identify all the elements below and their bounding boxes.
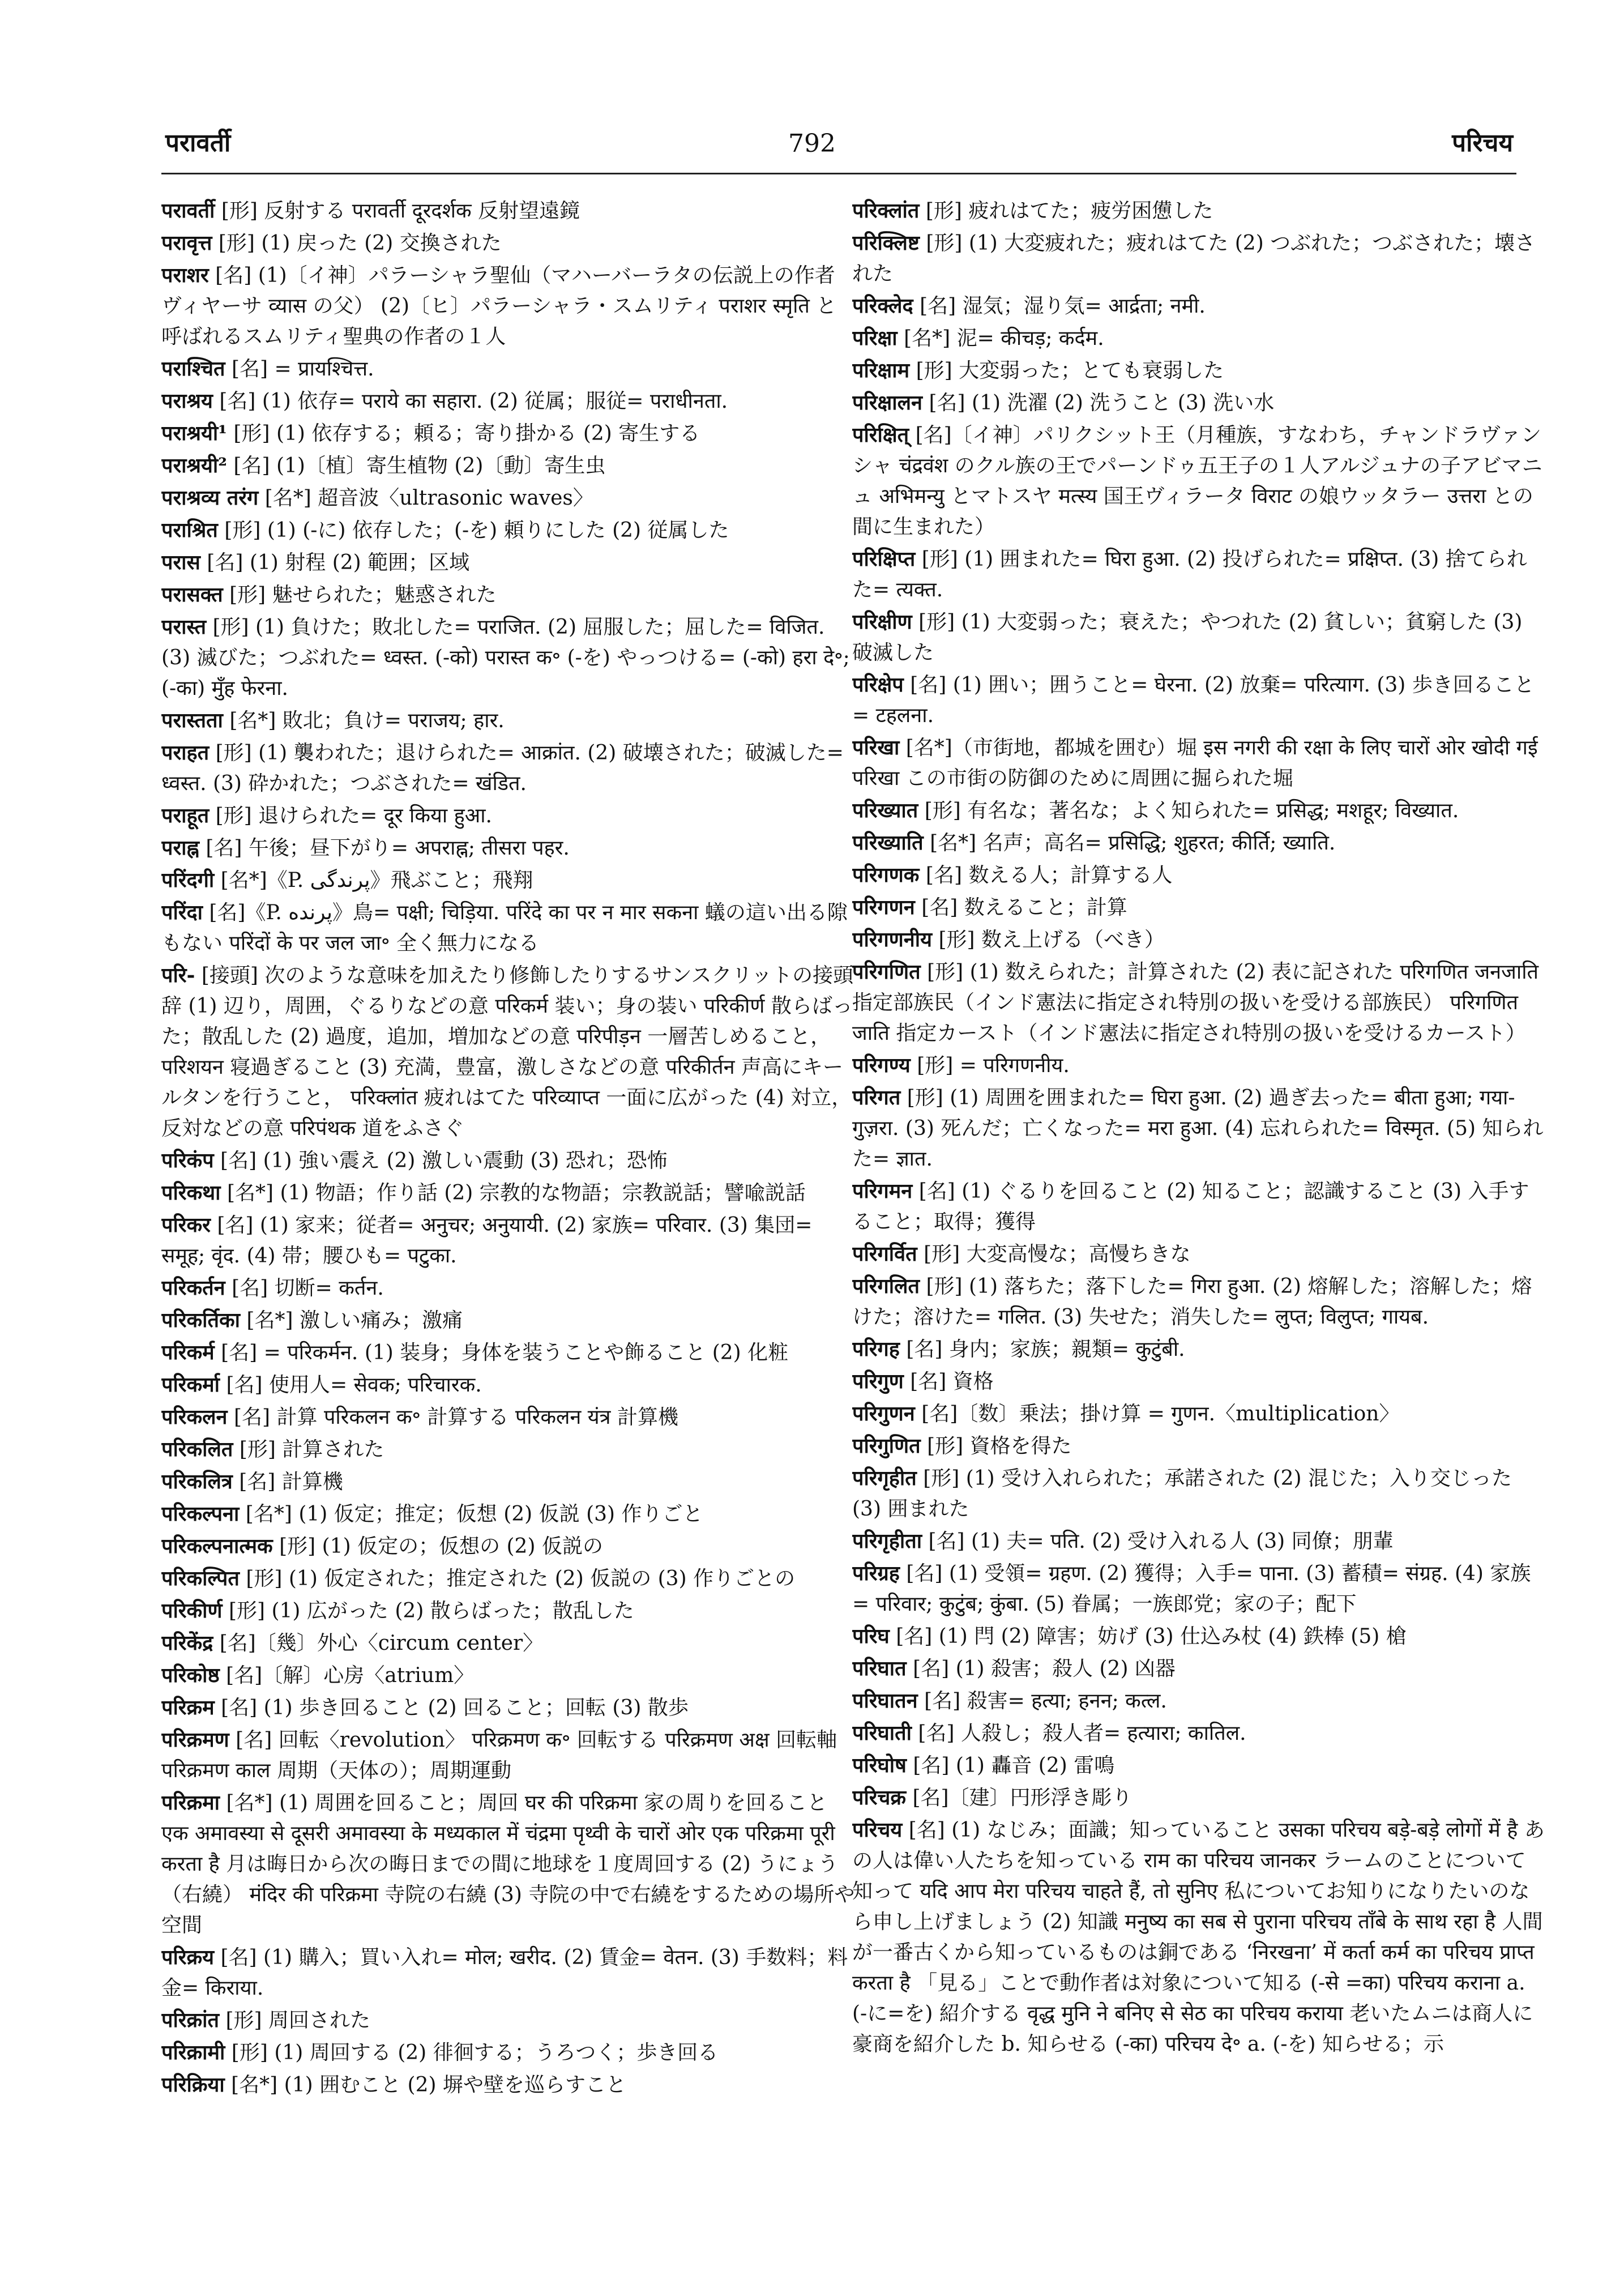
headword: परावर्ती (161, 199, 215, 223)
definition: [形] (1) 襲われた；退けられた= आक्रांत. (2) 破壊された；破滅した= ध्वस्त. (3) 砕かれた；つぶされた= खंडित. (161, 741, 844, 795)
definition: [名] = परिकर्मन. (1) 装身；身体を装うことや飾ること (2) 化粧 (221, 1341, 789, 1364)
headword: परास (161, 550, 200, 574)
headword: परास्तता (161, 708, 223, 732)
left-column (161, 195, 855, 2257)
dictionary-entry (161, 833, 855, 864)
dictionary-entry (161, 705, 855, 736)
headword: परिकथा (161, 1181, 221, 1205)
dictionary-entry (852, 669, 1546, 731)
definition: [名*]（市街地，都城を囲む）堀 इस नगरी की रक्षा के लिए चारों ओर खोदी गई परिखा この市街の防御のために周囲に掘られた堀 (852, 736, 1538, 790)
definition: [名] 数えること；計算 (921, 896, 1127, 919)
dictionary-entry (161, 1145, 855, 1176)
definition: [名] (1) 依存= पराये का सहारा. (2) 従属；服従= पराधीनता. (219, 390, 728, 413)
dictionary-entry (852, 420, 1546, 543)
headword: परिगणन (852, 895, 915, 919)
definition: [名] (1) 殺害；殺人 (2) 凶器 (913, 1657, 1176, 1680)
headword: परावृत्त (161, 231, 212, 255)
headword: परिक्षित् (852, 423, 909, 447)
dictionary-entry (161, 612, 855, 704)
definition: [名] (1) 家来；従者= अनुचर; अनुयायी. (2) 家族= परिवार. (3) 集団= समूह; वृंद. (4) 帯；腰ひも= पटुका. (161, 1214, 813, 1267)
right-column (852, 195, 1546, 2257)
header-rule (161, 173, 1516, 174)
definition: [名] (1) 轟音 (2) 雷鳴 (913, 1754, 1115, 1777)
dictionary-entry (161, 1660, 855, 1691)
definition: [名] 計算 परिकलन क॰ 計算する परिकलन यंत्र 計算機 (234, 1406, 678, 1429)
dictionary-entry (161, 2037, 855, 2068)
dictionary-entry (161, 1499, 855, 1530)
dictionary-entry (161, 1692, 855, 1723)
definition: [名] 湿気；湿り気= आर्द्रता; नमी. (920, 294, 1206, 318)
dictionary-entry (852, 957, 1546, 1049)
dictionary-entry (852, 1621, 1546, 1652)
dictionary-entry (161, 418, 855, 449)
dictionary-entry (852, 607, 1546, 668)
headword: परास्त (161, 615, 207, 639)
headword: परिकलन (161, 1405, 228, 1429)
headword: परि- (161, 963, 195, 987)
dictionary-entry (852, 860, 1546, 891)
headword: परिकेंद्र (161, 1631, 213, 1655)
dictionary-entry (161, 1177, 855, 1209)
headword: परिचय (852, 1818, 903, 1842)
definition: [名]〔数〕乗法；掛け算 = गुणन.〈multiplication〉 (921, 1402, 1400, 1425)
dictionary-entry (161, 865, 855, 896)
definition: [名] = प्रायश्चित्त. (231, 357, 374, 381)
dictionary-entry (852, 1782, 1546, 1813)
page-number: 792 (788, 129, 836, 158)
dictionary-entry (852, 1050, 1546, 1081)
definition: [名] (1) 強い震え (2) 激しい震動 (3) 恐れ；恐怖 (220, 1149, 668, 1172)
dictionary-entry (161, 1305, 855, 1336)
headword: परिगमन (852, 1179, 913, 1203)
headword: परिगणनीय (852, 928, 932, 951)
dictionary-entry (161, 1725, 855, 1786)
headword: परिक्रांत (161, 2008, 219, 2032)
dictionary-entry (852, 924, 1546, 955)
definition: [名] (1)〔植〕寄生植物 (2)〔動〕寄生虫 (233, 454, 606, 477)
headword: परिक्रम (161, 1696, 215, 1719)
definition: [名] 資格 (910, 1370, 994, 1393)
headword: परासक्त (161, 583, 223, 607)
dictionary-entry (161, 1942, 855, 2004)
headword: पराहूत (161, 804, 210, 827)
definition: [名] 使用人= सेवक; परिचारक. (226, 1373, 482, 1397)
definition: [形] 大変高慢な；高慢ちきな (924, 1243, 1191, 1266)
dictionary-entry (161, 386, 855, 417)
dictionary-entry (852, 1176, 1546, 1237)
headword: परिकल्पित (161, 1567, 240, 1590)
definition: [形] = परिगणनीय. (917, 1054, 1070, 1077)
headword: परिकल्पना (161, 1502, 240, 1526)
dictionary-entry (161, 1595, 855, 1627)
headword: परिखा (852, 736, 900, 759)
headword: पराश्चित (161, 357, 225, 381)
headword: परिगण्य (852, 1053, 911, 1077)
headword: परिकल्पनात्मक (161, 1534, 273, 1558)
headword: परिकलित्र (161, 1470, 233, 1493)
dictionary-entry (852, 355, 1546, 386)
dictionary-entry (852, 1815, 1546, 2060)
dictionary-entry (161, 1434, 855, 1465)
dictionary-entry (852, 195, 1546, 227)
headword: परिकर्मा (161, 1373, 220, 1397)
definition: [形] (1) 大変弱った；衰えた；やつれた (2) 貧しい；貧窮した (3) 破滅した (852, 611, 1523, 664)
headword: परिक्षा (852, 326, 898, 350)
dictionary-entry (161, 897, 855, 959)
definition: [名] 身内；家族；親類= कुटुंबी. (906, 1338, 1185, 1361)
definition: [形] 周回された (225, 2009, 370, 2032)
dictionary-entry (852, 1685, 1546, 1717)
dictionary-entry (852, 1558, 1546, 1620)
definition: [形] 反射する परावर्ती दूरदर्शक 反射望遠鏡 (221, 199, 580, 223)
headword: परिक्रमण (161, 1728, 229, 1752)
headword: परिघ (852, 1624, 890, 1648)
headword: परिगुणन (852, 1402, 915, 1425)
dictionary-entry (852, 1366, 1546, 1397)
headword: परिगर्वित (852, 1242, 917, 1266)
definition: [形] (1) (-に) 依存した；(-を) 頼りにした (2) 従属した (224, 519, 729, 542)
headword: परिंदा (161, 900, 203, 924)
definition: [名] (1)〔イ神〕パラーシャラ聖仙（マハーバーラタの伝説上の作者ヴィヤーサ व्यास の父） (2)〔ヒ〕パラーシャラ・スムリティ पराशर स्मृति と呼ばれるスムリティ聖典の作者の１人 (161, 264, 837, 348)
headword: परिकर (161, 1213, 211, 1237)
headword: परिकीर्ण (161, 1599, 223, 1623)
headword: परिक्लांत (852, 199, 920, 223)
definition: [名*] (1) 周囲を回ること；周回 घर की परिक्रमा 家の周りを回ること एक अमावस्या से दूसरी अमावस्या के मध्यकाल में चंद्रमा पृथ्वी के चारों ओर एक परिक्रमा पूरी करता है 月は晦日から次の晦日までの間に地球を１度周回する (2) うにょう（右繞） मंदिर की परिक्रमा 寺院の右繞 (3) 寺院の中で右繞をするための場所や空間 (161, 1791, 855, 1937)
headword: परिग्रह (852, 1561, 900, 1585)
dictionary-entry (852, 1431, 1546, 1462)
dictionary-entry (161, 1273, 855, 1304)
headword: परिक्लेद (852, 294, 913, 318)
definition: [形] (1) 数えられた；計算された (2) 表に記された परिगणित जनजाति 指定部族民（インド憲法に指定され特別の扱いを受ける部族民） परिगणित जाति 指定カースト（インド憲法に指定され特別の扱いを受けるカースト） (852, 961, 1539, 1045)
headword: परिक्रमा (161, 1791, 220, 1815)
headword: परिघातन (852, 1689, 918, 1713)
headword: परिख्याति (852, 831, 924, 855)
definition: [形] (1) 負けた；敗北した= पराजित. (2) 屈服した；屈した= विजित. (3) 滅びた；つぶれた= ध्वस्त. (-को) परास्त क॰ (-を) やっつける= (-को) हरा दे॰; (-का) मुँह फेरना. (161, 616, 850, 700)
headword: परिकोष्ठ (161, 1663, 220, 1687)
definition: [名] 切断= कर्तन. (232, 1277, 384, 1300)
headword: परिगलित (852, 1274, 920, 1298)
dictionary-entry (161, 483, 855, 514)
definition: [名] 計算機 (239, 1470, 343, 1493)
dictionary-entry (852, 1334, 1546, 1365)
dictionary-entry (161, 1402, 855, 1433)
definition: [名*] 泥= कीचड़; कर्दम. (904, 327, 1104, 350)
definition: [名*] 超音波〈ultrasonic waves〉 (264, 486, 593, 510)
headword: पराश्रयी¹ (161, 421, 227, 445)
definition: [接頭] 次のような意味を加えたり修飾したりするサンスクリットの接頭辞 (1) 辺り，周囲，ぐるりなどの意 परिकर्म 装い；身の装い परिकीर्ण 散らばった；散乱した (2) 過度，追加，増加などの意 परिपीड़न 一層苦しめること， परिशयन 寝過ぎること (3) 充満，豊富，激しさなどの意 परिकीर्तन 声高にキールタンを行うこと， परिक्लांत 疲れはてた परिव्याप्त 一面に広がった (4) 対立，反対などの意 परिपंथक 道をふさぐ (161, 964, 854, 1140)
headword: परिख्यात (852, 799, 918, 822)
headword: परिक्लिष्ट (852, 231, 920, 255)
definition: [形] 有名な；著名な；よく知られた= प्रसिद्ध; मशहूर; विख्यात. (924, 799, 1459, 822)
dictionary-entry (852, 323, 1546, 354)
dictionary-entry (852, 732, 1546, 794)
definition: [形] (1) 受け入れられた；承諾された (2) 混じた；入り交じった (3) 囲まれた (852, 1467, 1512, 1521)
headword: परिक्षिप्त (852, 547, 916, 571)
headword: परिघाती (852, 1721, 912, 1745)
dictionary-entry (852, 827, 1546, 859)
headword: परिंदगी (161, 868, 215, 892)
running-head-left: परावर्ती (165, 129, 231, 157)
headword: परिक्रय (161, 1945, 215, 1969)
definition: [名]〔イ神〕パリクシット王（月種族，すなわち，チャンドラヴァンシャ चंद्रवंश のクル族の王でパーンドゥ五王子の１人アルジュナの子アビマニュ अभिमन्यु とマトスヤ मत्स्य 国王ヴィラータ विराट の娘ウッタラー उत्तरा との間に生まれた） (852, 424, 1542, 539)
headword: परिक्रिया (161, 2073, 225, 2097)
definition: [名] (1) なじみ；面識；知っていること उसका परिचय बड़े-बड़े लोगों में है あの人は偉い人たちを知っている राम का परिचय जानकर ラームのことについて知って यदि आप मेरा परिचय चाहते हैं, तो सुनिए 私についてお知りになりたいのなら申し上げましょう (2) 知識 मनुष्य का सब से पुराना परिचय ताँबे के साथ रहा है 人間が一番古くから知っているものは銅である ‘निरखना’ में कर्ता कर्म का परिचय प्राप्त करता है 「見る」ことで動作者は対象について知る (-से =का) परिचय कराना a. (-に=を) 紹介する वृद्ध मुनि ने बनिए से सेठ का परिचय कराया 老いたムニは商人に豪商を紹介した b. 知らせる (-का) परिचय दे॰ a. (-を) 知らせる；示 (852, 1819, 1545, 2056)
definition: [名] (1) 受領= ग्रहण. (2) 獲得；入手= पाना. (3) 蓄積= संग्रह. (4) 家族= परिवार; कुटुंब; कुंबा. (5) 眷属；一族郎党；家の子；配下 (852, 1562, 1531, 1616)
headword: परिक्षालन (852, 391, 923, 415)
definition: [形] 魅せられた；魅惑された (229, 583, 497, 607)
headword: पराश्रव्य तरंग (161, 486, 259, 510)
headword: पराशर (161, 263, 209, 287)
definition: [名] 回転〈revolution〉 परिक्रमण क॰ 回転する परिक्रमण अक्ष 回転軸 परिक्रमण काल 周期（天体の）；周期運動 (161, 1728, 837, 1782)
headword: परिक्षीण (852, 610, 912, 634)
definition: [名*] 激しい痛み；激痛 (246, 1309, 463, 1332)
dictionary-entry (161, 737, 855, 799)
definition: [名] (1) 閂 (2) 障害；妨げ (3) 仕込み杖 (4) 鉄棒 (5) 槍 (896, 1625, 1407, 1648)
definition: [名]《P. پرنده》鳥= पक्षी; चिड़िया. परिंदे का पर न मार सकना 蟻の這い出る隙もない परिंदों के पर जल जा॰ 全く無力になる (161, 901, 848, 955)
definition: [名] (1) 夫= पति. (2) 受け入れる人 (3) 同僚；朋輩 (928, 1530, 1394, 1553)
definition: [形] 計算された (239, 1438, 384, 1461)
headword: पराह्न (161, 836, 199, 860)
headword: परिक्षेप (852, 673, 904, 697)
dictionary-entry (161, 260, 855, 352)
definition: [名] 数える人；計算する人 (925, 864, 1173, 887)
definition: [名]〔解〕心房〈atrium〉 (226, 1664, 475, 1687)
dictionary-entry (852, 544, 1546, 605)
dictionary-entry (161, 2005, 855, 2036)
headword: परिगुणित (852, 1434, 921, 1458)
definition: [名] 人殺し；殺人者= हत्यारा; कातिल. (918, 1722, 1246, 1745)
dictionary-entry (161, 960, 855, 1144)
headword: परिगह (852, 1337, 900, 1361)
definition: [形] (1) 周囲を囲まれた= घिरा हुआ. (2) 過ぎ去った= बीता हुआ; गया-गुज़रा. (3) 死んだ；亡くなった= मरा हुआ. (4) 忘れられた= विस्मृत. (5) 知られた= ज्ञात. (852, 1086, 1544, 1171)
dictionary-entry (852, 1653, 1546, 1684)
dictionary-entry (852, 228, 1546, 289)
dictionary-entry (161, 1466, 855, 1497)
dictionary-entry (161, 195, 855, 227)
headword: परिगणक (852, 863, 920, 887)
dictionary-entry (161, 1337, 855, 1368)
definition: [名*] 敗北；負け= पराजय; हार. (229, 709, 505, 732)
headword: परिगुण (852, 1369, 904, 1393)
dictionary-entry (161, 547, 855, 578)
headword: पराश्रित (161, 518, 218, 542)
definition: [形] (1) 大変疲れた；疲れはてた (2) つぶれた；つぶされた；壊された (852, 232, 1536, 285)
dictionary-entry (852, 1239, 1546, 1270)
dictionary-entry (852, 795, 1546, 826)
headword: परिघोष (852, 1753, 907, 1777)
definition: [名] (1) ぐるりを回ること (2) 知ること；認識すること (3) 入手すること；取得；獲得 (852, 1180, 1529, 1234)
headword: परिगणित (852, 960, 921, 984)
running-head-right: परिचय (1452, 129, 1513, 157)
definition: [形] (1) 仮定された；推定された (2) 仮説の (3) 作りごとの (246, 1567, 796, 1590)
dictionary-entry (852, 1463, 1546, 1525)
dictionary-entry (161, 1787, 855, 1941)
definition: [名] (1) 歩き回ること (2) 回ること；回転 (3) 散歩 (221, 1696, 689, 1719)
dictionary-entry (161, 2069, 855, 2101)
headword: पराहत (161, 741, 210, 765)
definition: [形] (1) 落ちた；落下した= गिरा हुआ. (2) 熔解した；溶解した；熔けた；溶けた= गलित. (3) 失せた；消失した= लुप्त; विलुप्त; गायब. (852, 1275, 1532, 1329)
definition: [形] 退けられた= दूर किया हुआ. (215, 804, 492, 827)
headword: परिक्षाम (852, 358, 910, 382)
dictionary-entry (852, 1271, 1546, 1333)
dictionary-entry (161, 1563, 855, 1594)
dictionary-entry (161, 450, 855, 481)
dictionary-entry (852, 1750, 1546, 1781)
definition: [名]〔幾〕外心〈circum center〉 (219, 1632, 544, 1655)
headword: पराश्रयी² (161, 454, 227, 477)
headword: पराश्रय (161, 389, 213, 413)
definition: [名*] (1) 物語；作り話 (2) 宗教的な物語；宗教説話；譬喩説話 (226, 1181, 806, 1205)
dictionary-entry (852, 1526, 1546, 1557)
headword: परिघात (852, 1657, 907, 1680)
dictionary-entry (852, 1398, 1546, 1429)
definition: [形] (1) 広がった (2) 散らばった；散乱した (228, 1599, 634, 1623)
definition: [形] 疲れはてた；疲労困憊した (925, 199, 1213, 223)
dictionary-entry (852, 1082, 1546, 1175)
headword: परिकर्तिका (161, 1308, 240, 1332)
definition: [名]〔建〕円形浮き彫り (912, 1786, 1132, 1809)
headword: परिगत (852, 1086, 901, 1109)
dictionary-entry (852, 387, 1546, 419)
definition: [形] (1) 囲まれた= घिरा हुआ. (2) 投げられた= प्रक्षिप्त. (3) 捨てられた= त्यक्त. (852, 548, 1527, 601)
definition: [名] (1) 購入；買い入れ= मोल; खरीद. (2) 賃金= वेतन. (3) 手数料；料金= किराया. (161, 1946, 848, 2000)
headword: परिकर्म (161, 1341, 215, 1364)
definition: [形] 大変弱った；とても衰弱した (916, 359, 1224, 382)
dictionary-entry (161, 1210, 855, 1271)
definition: [名*]《P. پرندگی》飛ぶこと；飛翔 (220, 869, 533, 892)
dictionary-entry (161, 1369, 855, 1401)
definition: [名] (1) 囲い；囲うこと= घेरना. (2) 放棄= परित्याग. (3) 歩き回ること= टहलना. (852, 673, 1535, 727)
headword: परिचक्र (852, 1786, 907, 1809)
definition: [形] 資格を得た (927, 1435, 1072, 1458)
dictionary-entry (161, 579, 855, 611)
headword: परिगृहीता (852, 1529, 922, 1553)
dictionary-entry (852, 291, 1546, 322)
definition: [形] (1) 仮定の；仮想の (2) 仮説の (279, 1535, 603, 1558)
dictionary-entry (161, 800, 855, 831)
definition: [名*] (1) 仮定；推定；仮想 (2) 仮説 (3) 作りごと (245, 1503, 703, 1526)
definition: [名] (1) 射程 (2) 範囲；区域 (207, 551, 470, 574)
definition: [形] (1) 依存する；頼る；寄り掛かる (2) 寄生する (233, 422, 700, 445)
definition: [形] (1) 周回する (2) 徘徊する；うろつく；歩き回る (231, 2041, 719, 2064)
definition: [名] 午後；昼下がり= अपराह्न; तीसरा पहर. (206, 836, 570, 860)
headword: परिगृहीत (852, 1466, 917, 1490)
dictionary-entry (852, 1718, 1546, 1749)
definition: [形] 数え上げる（べき） (938, 928, 1165, 951)
headword: परिकंप (161, 1149, 214, 1172)
definition: [名] 殺害= हत्या; हनन; कत्ल. (924, 1689, 1167, 1713)
definition: [名*] 名声；高名= प्रसिद्धि; शुहरत; कीर्ति; ख्याति. (930, 831, 1336, 855)
definition: [名*] (1) 囲むこと (2) 塀や壁を巡らすこと (231, 2073, 626, 2097)
dictionary-entry (161, 515, 855, 546)
headword: परिकर्तन (161, 1276, 225, 1300)
dictionary-entry (852, 892, 1546, 923)
headword: परिक्रामी (161, 2041, 225, 2064)
dictionary-entry (161, 228, 855, 259)
dictionary-entry (161, 1531, 855, 1562)
dictionary-entry (161, 1628, 855, 1659)
headword: परिकलित (161, 1437, 233, 1461)
dictionary-entry (161, 353, 855, 385)
definition: [形] (1) 戻った (2) 交換された (218, 232, 502, 255)
definition: [名] (1) 洗濯 (2) 洗うこと (3) 洗い水 (929, 391, 1275, 415)
